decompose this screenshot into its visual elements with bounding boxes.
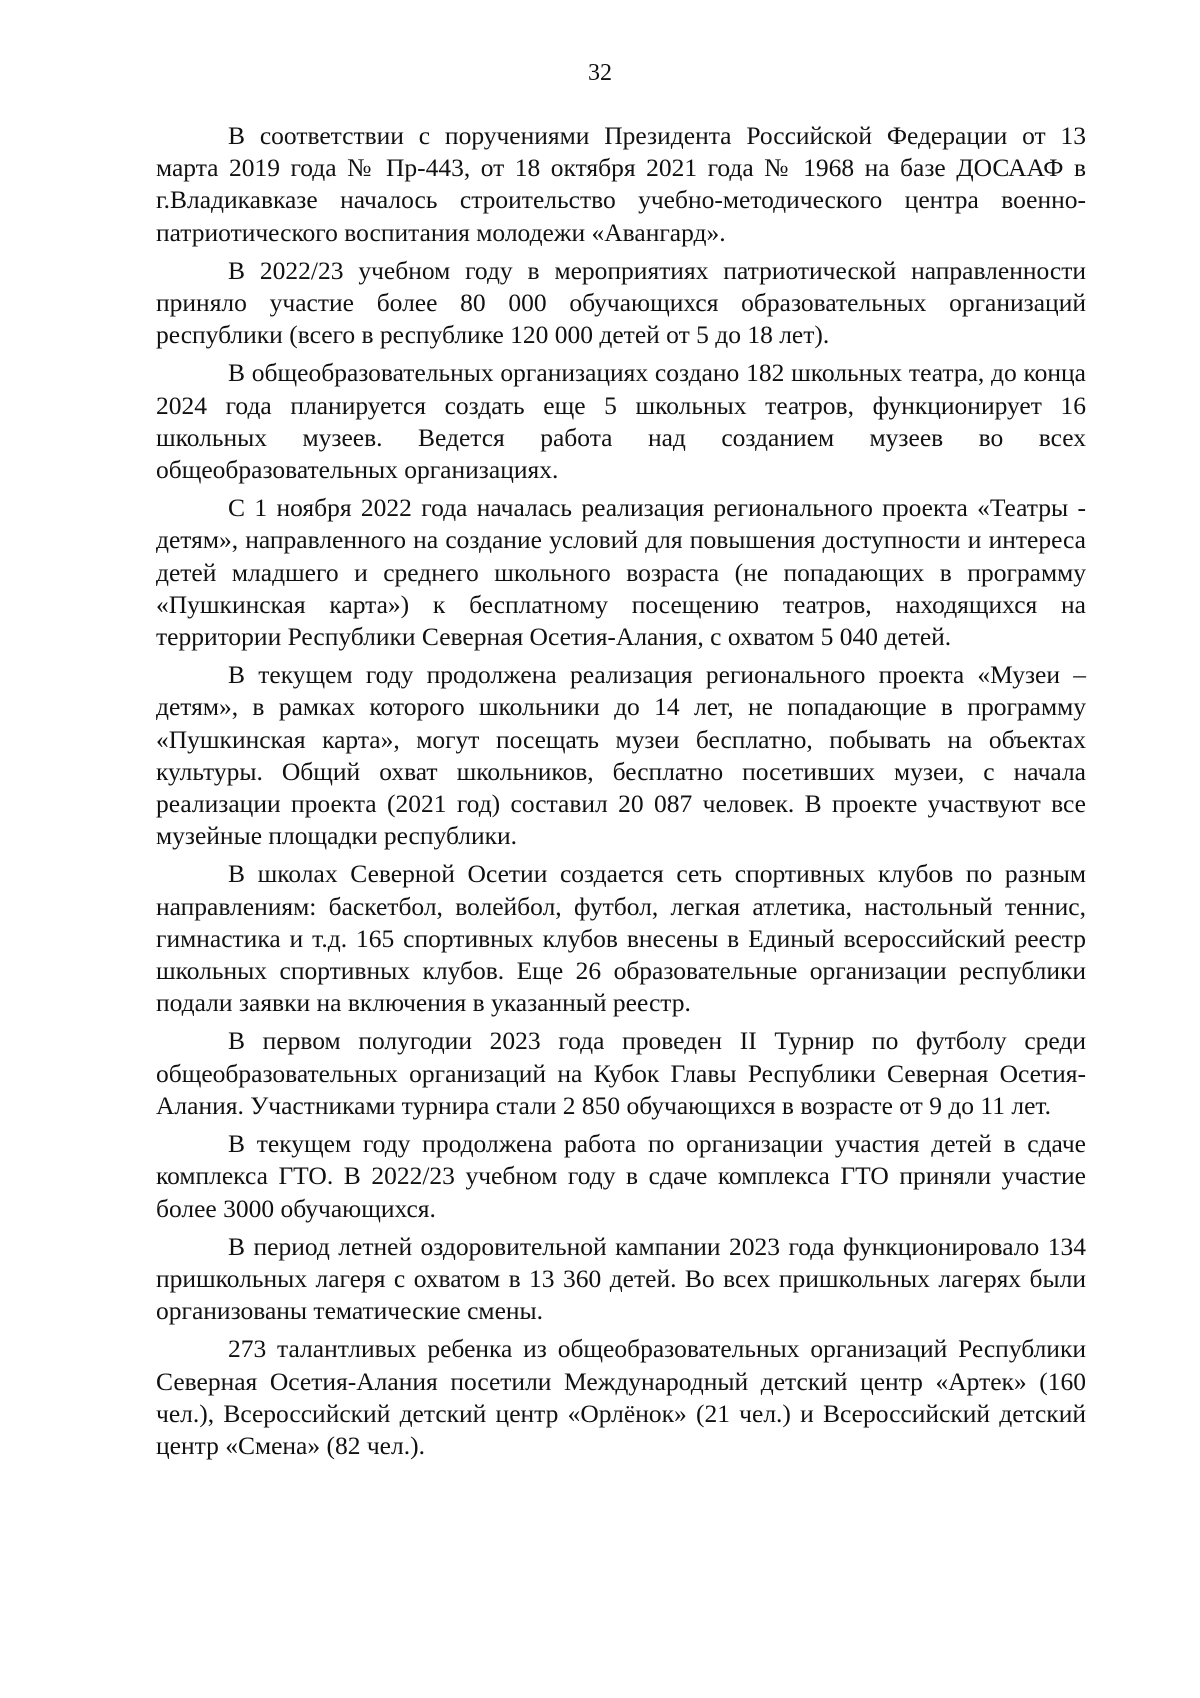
- paragraph-theatres-for-children: С 1 ноября 2022 года началась реализация регионального проекта «Театры - детям», направленного на создание условий для повышения доступности и интереса детей младшего и среднего школьного возраста (не попадающих в программу «Пушкинская карта») к бесплатному посещению театров, находящихся на территории Республики Северная Осетия-Алания, с охватом 5 040 детей.: [156, 493, 1086, 652]
- document-body: [156, 120, 1086, 1468]
- paragraph-avangard-center: В соответствии с поручениями Президента Российской Федерации от 13 марта 2019 года № Пр-443, от 18 октября 2021 года № 1968 на базе ДОСААФ в г.Владикавказе началось строительство учебно-методического центра военно-патриотического воспитания молодежи «Авангард».: [156, 121, 1086, 247]
- paragraph-school-theatres: В общеобразовательных организациях создано 182 школьных театра, до конца 2024 года планируется создать еще 5 школьных театров, функционирует 16 школьных музеев. Ведется работа над созданием музеев во всех общеобразовательных организациях.: [156, 358, 1086, 485]
- paragraph-gto-complex: В текущем году продолжена работа по организации участия детей в сдаче комплекса ГТО. В 2022/23 учебном году в сдаче комплекса ГТО приняли участие более 3000 обучающихся.: [156, 1129, 1086, 1223]
- paragraph-children-centers: 273 талантливых ребенка из общеобразовательных организаций Республики Северная Осетия-Алания посетили Международный детский центр «Артек» (160 чел.), Всероссийский детский центр «Орлёнок» (21 чел.) и Всероссийский детский центр «Смена» (82 чел.).: [156, 1334, 1086, 1460]
- paragraph-museums-for-children: В текущем году продолжена реализация регионального проекта «Музеи – детям», в рамках которого школьники до 14 лет, не попадающие в программу «Пушкинская карта», могут посещать музеи бесплатно, побывать на объектах культуры. Общий охват школьников, бесплатно посетивших музеи, с начала реализации проекта (2021 год) составил 20 087 человек. В проекте участвуют все музейные площадки республики.: [156, 660, 1086, 851]
- page-number: 32: [588, 60, 612, 86]
- paragraph-summer-camps: В период летней оздоровительной кампании 2023 года функционировало 134 пришкольных лагеря с охватом в 13 360 детей. Во всех пришкольных лагерях были организованы тематические смены.: [156, 1231, 1086, 1326]
- paragraph-football-tournament: В первом полугодии 2023 года проведен II Турнир по футболу среди общеобразовательных организаций на Кубок Главы Республики Северная Осетия-Алания. Участниками турнира стали 2 850 обучающихся в возрасте от 9 до 11 лет.: [156, 1026, 1086, 1120]
- paragraph-patriotic-events: В 2022/23 учебном году в мероприятиях патриотической направленности приняло участие более 80 000 обучающихся образовательных организаций республики (всего в республике 120 000 детей от 5 до 18 лет).: [156, 255, 1086, 350]
- paragraph-sports-clubs: В школах Северной Осетии создается сеть спортивных клубов по разным направлениям: баскетбол, волейбол, футбол, легкая атлетика, настольный теннис, гимнастика и т.д. 165 спортивных клубов внесены в Единый всероссийский реестр школьных спортивных клубов. Еще 26 образовательные организации республики подали заявки на включения в указанный реестр.: [156, 859, 1086, 1018]
